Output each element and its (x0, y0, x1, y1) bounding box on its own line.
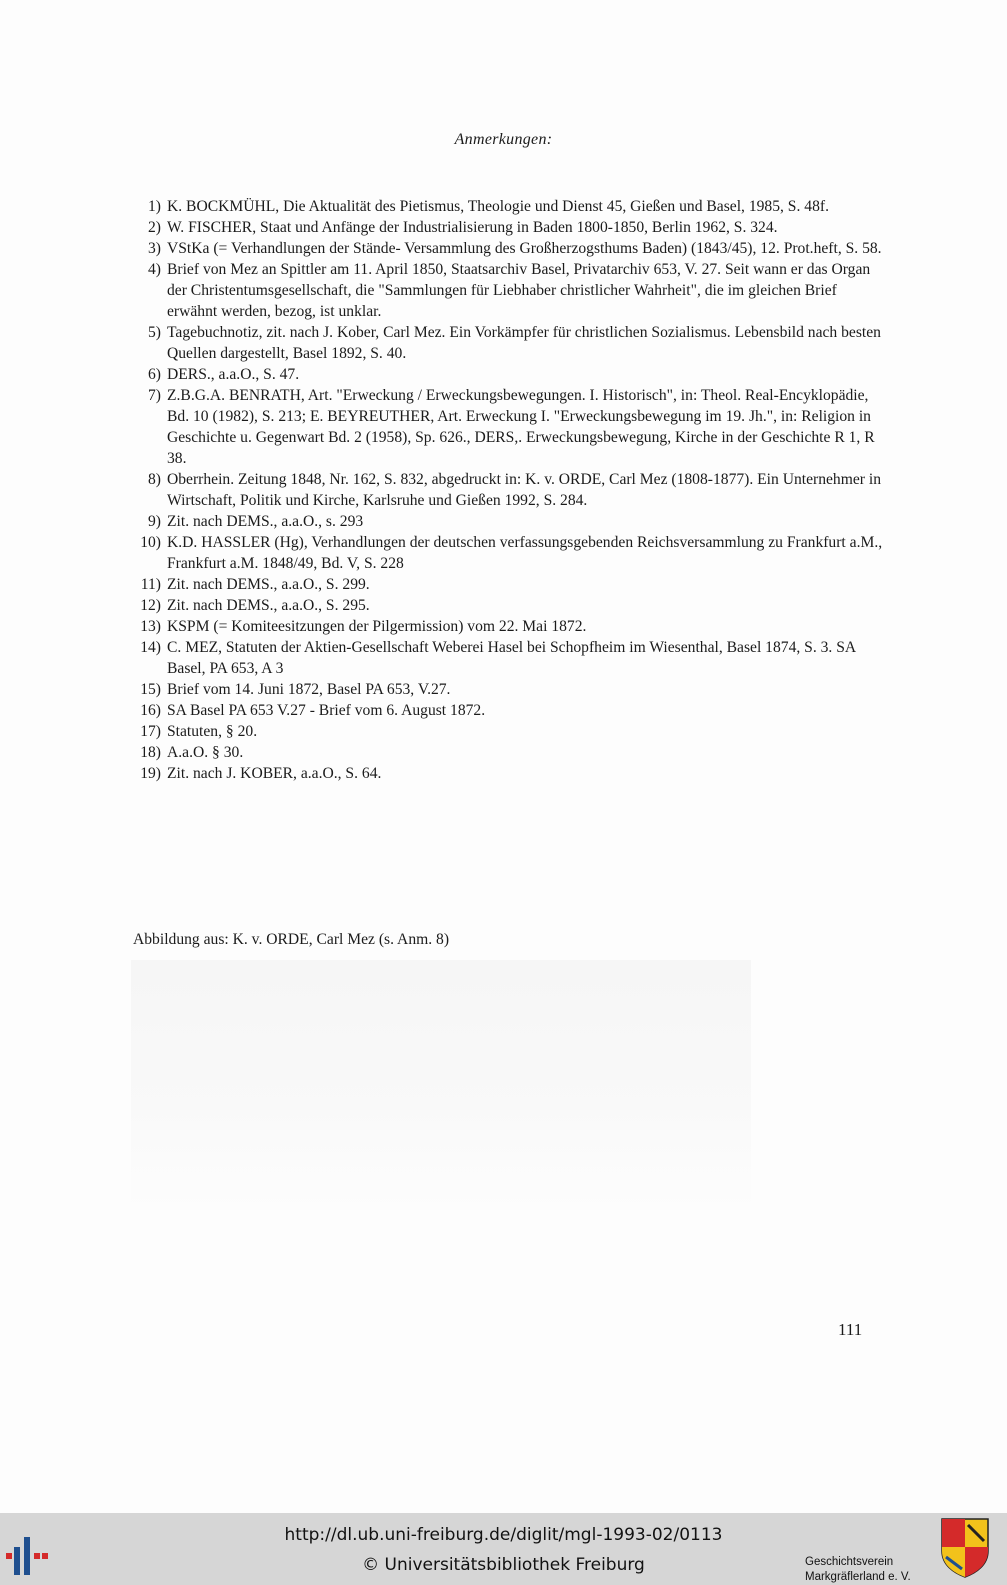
footnote-item (133, 238, 883, 259)
footnote-number: 17) (140, 723, 161, 740)
document-url-link[interactable]: http://dl.ub.uni-freiburg.de/diglit/mgl-1993-02/0113 (284, 1525, 723, 1545)
footnote-item (133, 259, 883, 322)
footnote-item (133, 721, 883, 742)
footnote-number: 3) (148, 240, 161, 257)
footnote-item (133, 322, 883, 364)
footnote-item (133, 385, 883, 469)
footnote-number: 7) (148, 387, 161, 404)
footnote-item (133, 574, 883, 595)
footnote-number: 18) (140, 744, 161, 761)
footnote-item (133, 700, 883, 721)
footnote-text: K. BOCKMÜHL, Die Aktualität des Pietismus, Theologie und Dienst 45, Gießen und Basel, 1985, S. 48f. (167, 198, 829, 215)
footnote-item (133, 469, 883, 511)
society-name (805, 1555, 911, 1585)
footnote-number: 19) (140, 765, 161, 782)
footnote-text: VStKa (= Verhandlungen der Stände- Versammlung des Großherzogsthums Baden) (1843/45), 12. Prot.heft, S. 58. (167, 240, 882, 257)
footnote-number: 1) (148, 198, 161, 215)
footnote-text: DERS., a.a.O., S. 47. (167, 366, 300, 383)
footnote-text: KSPM (= Komiteesitzungen der Pilgermission) vom 22. Mai 1872. (167, 618, 587, 635)
footnote-text: A.a.O. § 30. (167, 744, 244, 761)
footnote-text: W. FISCHER, Staat und Anfänge der Industrialisierung in Baden 1800-1850, Berlin 1962, S. 324. (167, 219, 778, 236)
footnote-item (133, 532, 883, 574)
footnote-number: 6) (148, 366, 161, 383)
footnote-text: C. MEZ, Statuten der Aktien-Gesellschaft Weberei Hasel bei Schopfheim im Wiesenthal, Basel 1874, S. 3. SA Basel, PA 653, A 3 (167, 639, 856, 677)
footnote-item (133, 217, 883, 238)
copyright-notice: © Universitätsbibliothek Freiburg (362, 1555, 645, 1575)
coat-of-arms-icon (940, 1517, 990, 1579)
footnote-text: Brief von Mez an Spittler am 11. April 1850, Staatsarchiv Basel, Privatarchiv 653, V. 27. Seit wann er das Organ der Christentumsgesellschaft, die "Sammlungen für Liebhaber christlicher Wahrheit", die im gleichen Brief erwähnt werden, bezog, ist unklar. (167, 261, 871, 320)
footnotes-list (133, 196, 883, 784)
footnote-text: Zit. nach DEMS., a.a.O., s. 293 (167, 513, 364, 530)
footnote-number: 9) (148, 513, 161, 530)
footnote-text: Zit. nach J. KOBER, a.a.O., S. 64. (167, 765, 382, 782)
footnote-text: Statuten, § 20. (167, 723, 258, 740)
footnote-item (133, 196, 883, 217)
figure-caption: Abbildung aus: K. v. ORDE, Carl Mez (s. Anm. 8) (133, 931, 450, 948)
footnote-number: 8) (148, 471, 161, 488)
footnote-text: Z.B.G.A. BENRATH, Art. "Erweckung / Erweckungsbewegungen. I. Historisch", in: Theol. Real-Encyklopädie, Bd. 10 (1982), S. 213; E. BEYREUTHER, Art. Erweckung I. "Erweckungsbewegung im 19. Jh.", in: Religion in Geschichte u. Gegenwart Bd. 2 (1958), Sp. 626., DERS,. Erweckungsbewegung, Kirche in der Geschichte R 1, R 38. (167, 387, 875, 467)
footnote-number: 14) (140, 639, 161, 656)
footnote-text: Zit. nach DEMS., a.a.O., S. 295. (167, 597, 370, 614)
footnote-item (133, 679, 883, 700)
footnote-number: 12) (140, 597, 161, 614)
footnote-number: 11) (140, 576, 161, 593)
footnote-item (133, 511, 883, 532)
society-line-1: Geschichtsverein (805, 1556, 894, 1568)
footnote-number: 5) (148, 324, 161, 341)
figure-placeholder (131, 960, 751, 1210)
footnote-number: 13) (140, 618, 161, 635)
notes-heading: Anmerkungen: (454, 131, 553, 148)
footnote-text: SA Basel PA 653 V.27 - Brief vom 6. August 1872. (167, 702, 486, 719)
footnote-number: 10) (140, 534, 161, 551)
footnote-item (133, 616, 883, 637)
footnote-text: Tagebuchnotiz, zit. nach J. Kober, Carl Mez. Ein Vorkämpfer für christlichen Sozialismus. Lebensbild nach besten Quellen dargestellt, Basel 1892, S. 40. (167, 324, 881, 362)
footnote-text: K.D. HASSLER (Hg), Verhandlungen der deutschen verfassungsgebenden Reichsversammlung zu Frankfurt a.M., Frankfurt a.M. 1848/49, Bd. V, S. 228 (167, 534, 883, 572)
footnote-item (133, 364, 883, 385)
footer-bar (0, 1513, 1007, 1585)
footnote-text: Zit. nach DEMS., a.a.O., S. 299. (167, 576, 370, 593)
footnote-text: Brief vom 14. Juni 1872, Basel PA 653, V.27. (167, 681, 451, 698)
footnote-text: Oberrhein. Zeitung 1848, Nr. 162, S. 832, abgedruckt in: K. v. ORDE, Carl Mez (1808-1877). Ein Unternehmer in Wirtschaft, Politik und Kirche, Karlsruhe und Gießen 1992, S. 284. (167, 471, 881, 509)
footnote-number: 4) (148, 261, 161, 278)
page-number: 111 (838, 1320, 863, 1339)
footnote-item (133, 637, 883, 679)
footnote-item (133, 595, 883, 616)
footnote-item (133, 742, 883, 763)
footnote-number: 2) (148, 219, 161, 236)
society-line-2: Markgräflerland e. V. (805, 1571, 911, 1583)
footnote-number: 15) (140, 681, 161, 698)
footnote-item (133, 763, 883, 784)
footnote-number: 16) (140, 702, 161, 719)
